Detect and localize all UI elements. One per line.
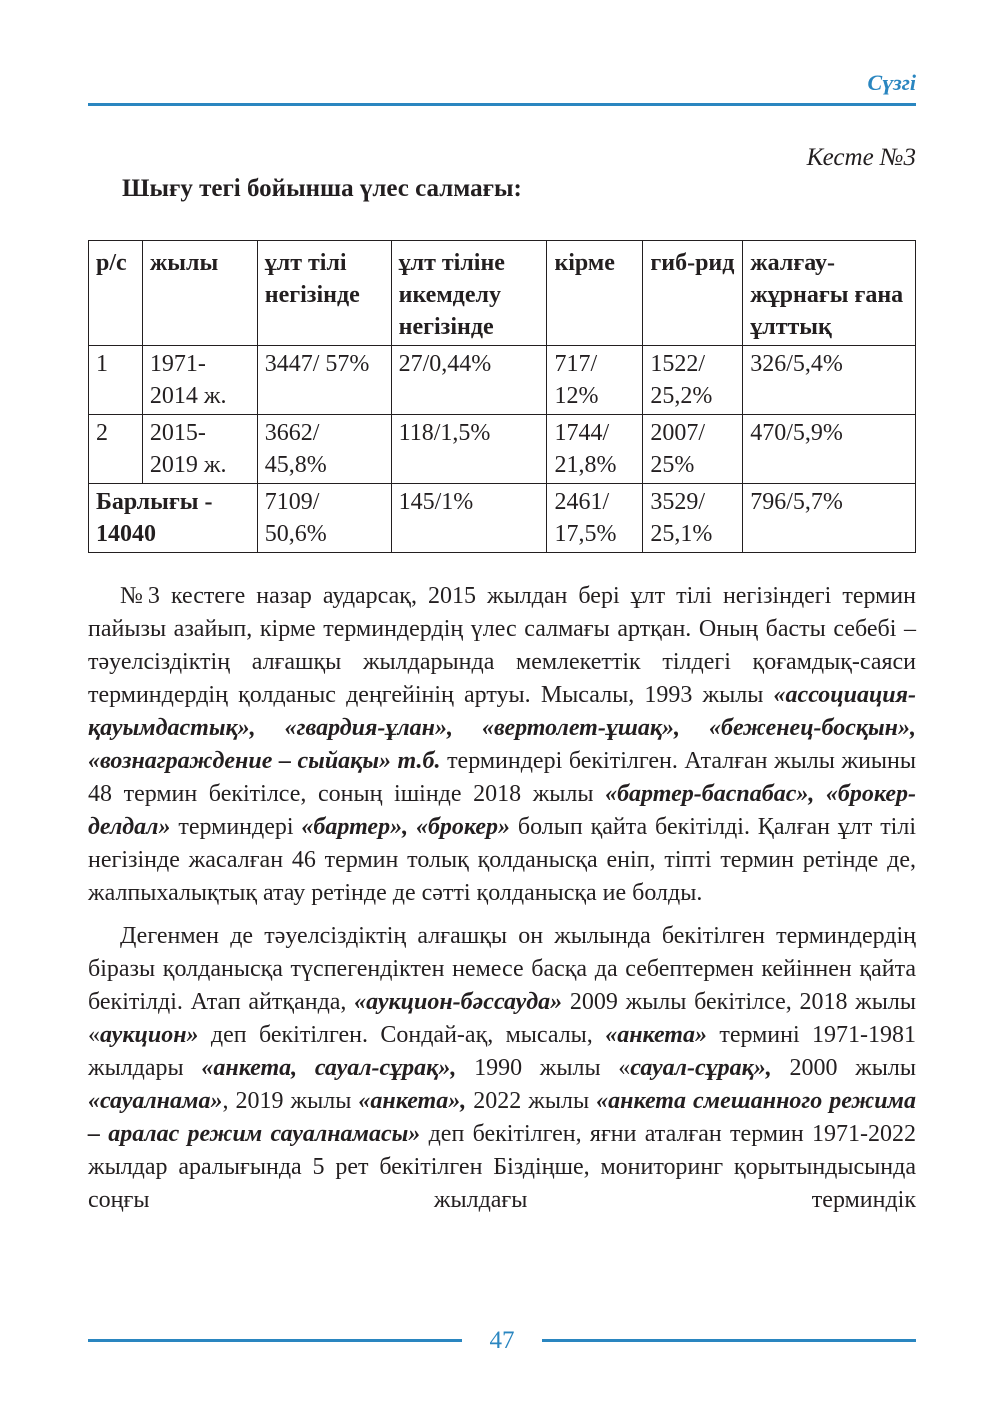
text-run: терминдері: [170, 814, 302, 840]
text-run: деп бекітілген. Сондай-ақ, мысалы,: [198, 1022, 606, 1048]
term-emphasis: «ассоциация-қауымдастық», «гвардия-ұлан», «вертолет-ұшақ», «беженец-босқын», «вознаграждение – сыйақы» т.б.: [88, 682, 916, 774]
table-cell: 326/5,4%: [743, 346, 916, 415]
term-emphasis: «анкета»: [605, 1022, 707, 1048]
table-header-row: [89, 241, 916, 346]
header-cell: жалғау-жұрнағы ғана ұлттық: [743, 241, 916, 346]
term-emphasis: аукцион»: [100, 1022, 199, 1048]
text-run: №3 кестеге назар аударсақ, 2015 жылдан бері ұлт тілі негізіндегі термин пайызы азайып, кірме терминдердің үлес салмағы артқан. Оның басты себебі – тәуелсіздіктің алғашқы жылдарында мемлекеттік тілдегі қоғамдық-саяси терминдердің қолданыс деңгейінің артуы. Мысалы, 1993 жылы: [88, 583, 916, 708]
total-label: Барлығы - 14040: [89, 484, 258, 553]
table-cell: 27/0,44%: [391, 346, 547, 415]
text-run: 1990 жылы «: [456, 1055, 631, 1081]
term-emphasis: «сауалнама»: [88, 1088, 223, 1114]
body-text: [88, 580, 916, 1227]
table-cell: 7109/ 50,6%: [257, 484, 391, 553]
table-cell: 717/ 12%: [547, 346, 643, 415]
header-divider: [88, 103, 916, 106]
table-row: [89, 346, 916, 415]
table-cell: 470/5,9%: [743, 415, 916, 484]
table-cell: 145/1%: [391, 484, 547, 553]
table-cell: 3529/ 25,1%: [643, 484, 743, 553]
term-emphasis: сауал-сұрақ»,: [630, 1055, 772, 1081]
text-run: деп бекітілген, яғни аталған термин 1971-2022 жылдар аралығында 5 рет бекітілген Біздіңше, мониторинг қорытындысында соңғы жылдағы терминдік: [88, 1121, 916, 1213]
text-run: болып қайта бекітілді. Қалған ұлт тілі негізінде жасалған 46 термин толық қолданысқа еніп, тіпті термин ретінде де, жалпыхалықтық атау ретінде де сәтті қолданысқа ие болды.: [88, 814, 916, 906]
table-cell: 2: [89, 415, 143, 484]
term-emphasis: «анкета, сауал-сұрақ»,: [201, 1055, 457, 1081]
text-run: 2022 жылы: [466, 1088, 597, 1114]
term-emphasis: «анкета»,: [358, 1088, 467, 1114]
table-cell: 1744/ 21,8%: [547, 415, 643, 484]
table-total-row: [89, 484, 916, 553]
table-title: Шығу тегі бойынша үлес салмағы:: [122, 175, 522, 202]
term-emphasis: «аукцион-бәссауда»: [354, 989, 563, 1015]
table-cell: 1971-2014 ж.: [142, 346, 257, 415]
header-cell: жылы: [142, 241, 257, 346]
text-run: 2009 жылы бекітілсе, 2018 жылы «: [88, 989, 916, 1048]
text-run: , 2019 жылы: [222, 1088, 359, 1114]
table-cell: 796/5,7%: [743, 484, 916, 553]
table-cell: 2015-2019 ж.: [142, 415, 257, 484]
table-cell: 2461/ 17,5%: [547, 484, 643, 553]
header-cell: гиб-рид: [643, 241, 743, 346]
term-emphasis: «бартер-баспабас», «брокер-делдал»: [88, 781, 916, 840]
table-cell: 118/1,5%: [391, 415, 547, 484]
header-cell: р/с: [89, 241, 143, 346]
table-cell: 1: [89, 346, 143, 415]
header-cell: ұлт тілі негізінде: [257, 241, 391, 346]
text-run: термині 1971-1981 жылдары: [88, 1022, 917, 1081]
table-cell: 3447/ 57%: [257, 346, 391, 415]
text-run: терминдері бекітілген. Аталған жылы жиыны 48 термин бекітілсе, соның ішінде 2018 жылы: [88, 748, 917, 807]
footer-divider-right: [542, 1339, 916, 1342]
term-emphasis: «бартер», «брокер»: [301, 814, 511, 840]
page-number: 47: [489, 1327, 515, 1354]
text-run: 2000 жылы: [771, 1055, 916, 1081]
running-title: Сүзгі: [867, 70, 916, 95]
paragraph-1: [88, 580, 916, 910]
header-cell: кірме: [547, 241, 643, 346]
data-table: [88, 240, 916, 553]
table-caption: Кесте №3: [806, 144, 916, 171]
header-cell: ұлт тіліне икемделу негізінде: [391, 241, 547, 346]
paragraph-2: [88, 920, 916, 1217]
footer-divider-left: [88, 1339, 462, 1342]
table-cell: 3662/ 45,8%: [257, 415, 391, 484]
table-cell: 1522/ 25,2%: [643, 346, 743, 415]
table-cell: 2007/ 25%: [643, 415, 743, 484]
term-emphasis: «анкета смешанного режима – аралас режим сауалнамасы»: [88, 1088, 916, 1147]
table-row: [89, 415, 916, 484]
text-run: Дегенмен де тәуелсіздіктің алғашқы он жылында бекітілген терминдердің біразы қолданысқа түспегендіктен немесе басқа да себептермен кейіннен қайта бекітілді. Атап айтқанда,: [88, 923, 916, 1015]
